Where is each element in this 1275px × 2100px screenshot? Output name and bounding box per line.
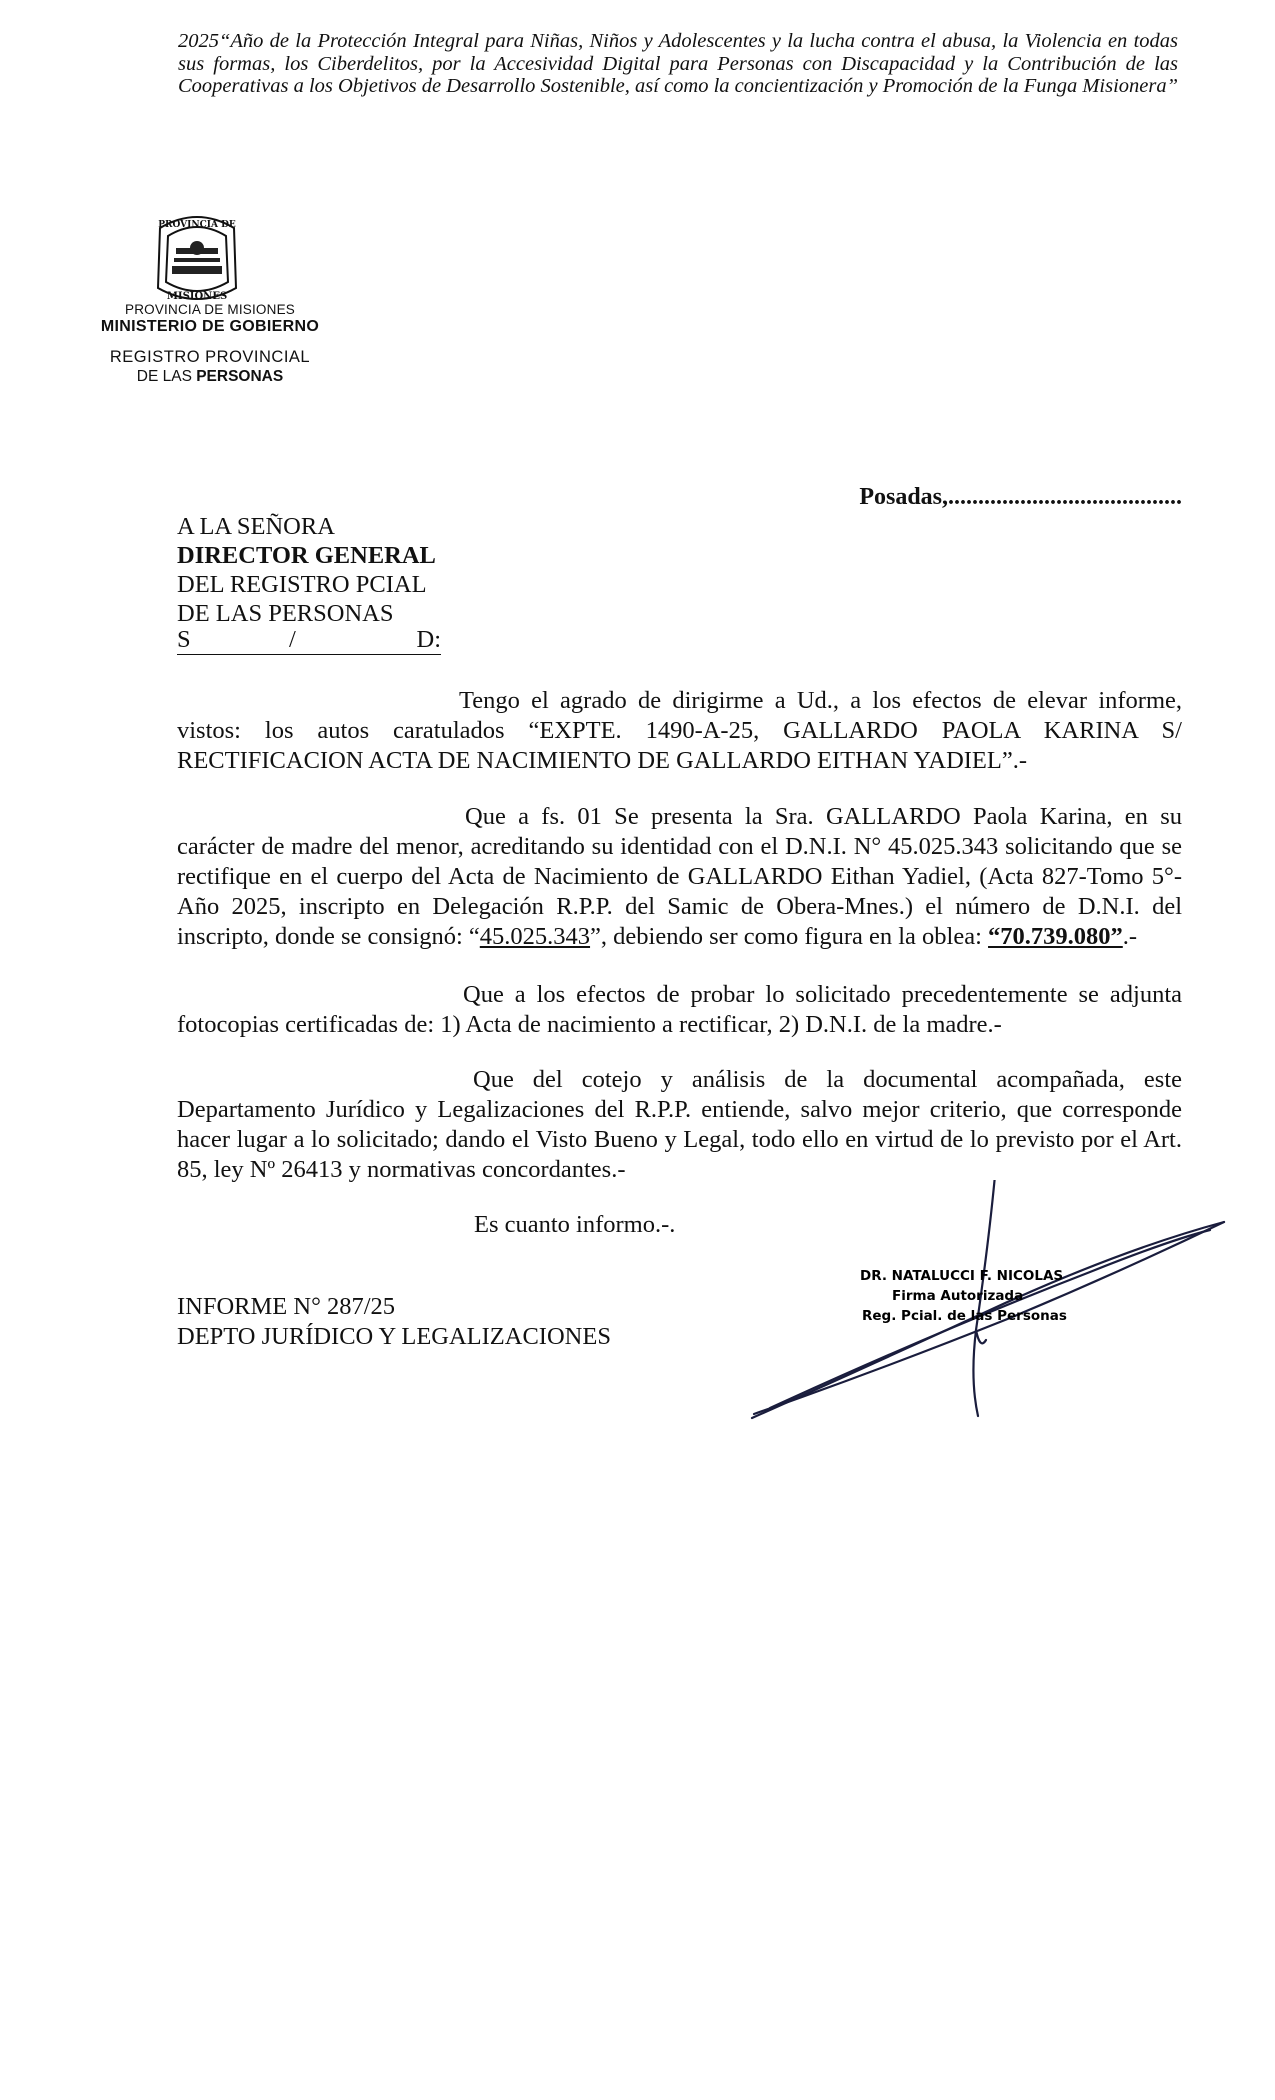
report-number: INFORME N° 287/25 xyxy=(177,1293,396,1320)
report-department: DEPTO JURÍDICO Y LEGALIZACIONES xyxy=(177,1323,611,1350)
addressee-line-1: A LA SEÑORA xyxy=(177,513,335,540)
dni-wrong: 45.025.343 xyxy=(479,923,591,950)
addressee-line-4: DE LAS PERSONAS xyxy=(177,600,394,627)
addressee-line-2: DIRECTOR GENERAL xyxy=(177,542,436,569)
org-registry-persons: DE LAS PERSONAS xyxy=(136,368,284,385)
header-motto: 2025“Año de la Protección Integral para Niñas, Niños y Adolescentes y la lucha contra el abusa, la Violencia en todas sus formas, los Ciberdelitos, por la Accesividad Digital para Personas con Discapacidad y la Contribución de las Cooperativas a los Objetivos de Desarrollo Sostenible, así como la concientización y Promoción de la Funga Misionera” xyxy=(178,30,1179,97)
addressee-line-3: DEL REGISTRO PCIAL xyxy=(177,571,427,598)
paragraph-4: Que del cotejo y análisis de la documental acompañada, este Departamento Jurídico y Legalizaciones del R.P.P. entiende, salvo mejor criterio, que corresponde hacer lugar a lo solicitado; dando el Visto Bueno y Legal, todo ello en virtud de lo previsto por el Art. 85, ley Nº 26413 y normativas concordantes.- xyxy=(177,1066,1182,1183)
org-registry: REGISTRO PROVINCIAL xyxy=(109,348,311,366)
org-province: PROVINCIA DE MISIONES xyxy=(125,302,295,317)
paragraph-2: Que a fs. 01 Se presenta la Sra. GALLARDO Paola Karina, en su carácter de madre del menor, acreditando su identidad con el D.N.I. N° 45.025.343 solicitando que se rectifique en el cuerpo del Acta de Nacimiento de GALLARDO Eithan Yadiel, (Acta 827-Tomo 5°-Año 2025, inscripto en Delegación R.P.P. del Samic de Obera-Mnes.) el número de D.N.I. del inscripto, donde se consignó: “45.025.343”, debiendo ser como figura en la oblea: “70.739.080”.- xyxy=(177,803,1182,950)
place-date: Posadas,....................................... xyxy=(859,484,1182,510)
province-seal-logo xyxy=(138,208,256,316)
stamp-office: Reg. Pcial. de las Personas xyxy=(862,1308,1067,1324)
sd-line: S / D: xyxy=(177,626,441,653)
signature xyxy=(740,1180,1240,1430)
stamp-role: Firma Autorizada xyxy=(892,1288,1024,1304)
paragraph-1: Tengo el agrado de dirigirme a Ud., a los efectos de elevar informe, vistos: los autos caratulados “EXPTE. 1490-A-25, GALLARDO PAOLA KARINA S/ RECTIFICACION ACTA DE NACIMIENTO DE GALLARDO EITHAN YADIEL”.- xyxy=(177,687,1182,774)
closing-line: Es cuanto informo.-. xyxy=(474,1211,676,1238)
org-ministry: MINISTERIO DE GOBIERNO xyxy=(100,318,320,335)
seal-text-bottom: MISIONES xyxy=(166,291,228,302)
paragraph-3: Que a los efectos de probar lo solicitado precedentemente se adjunta fotocopias certificadas de: 1) Acta de nacimiento a rectificar, 2) D.N.I. de la madre.- xyxy=(177,981,1182,1038)
dni-correct: “70.739.080” xyxy=(988,923,1123,950)
stamp-name: DR. NATALUCCI F. NICOLAS xyxy=(860,1268,1064,1284)
seal-text-top: PROVINCIA DE xyxy=(158,220,236,230)
